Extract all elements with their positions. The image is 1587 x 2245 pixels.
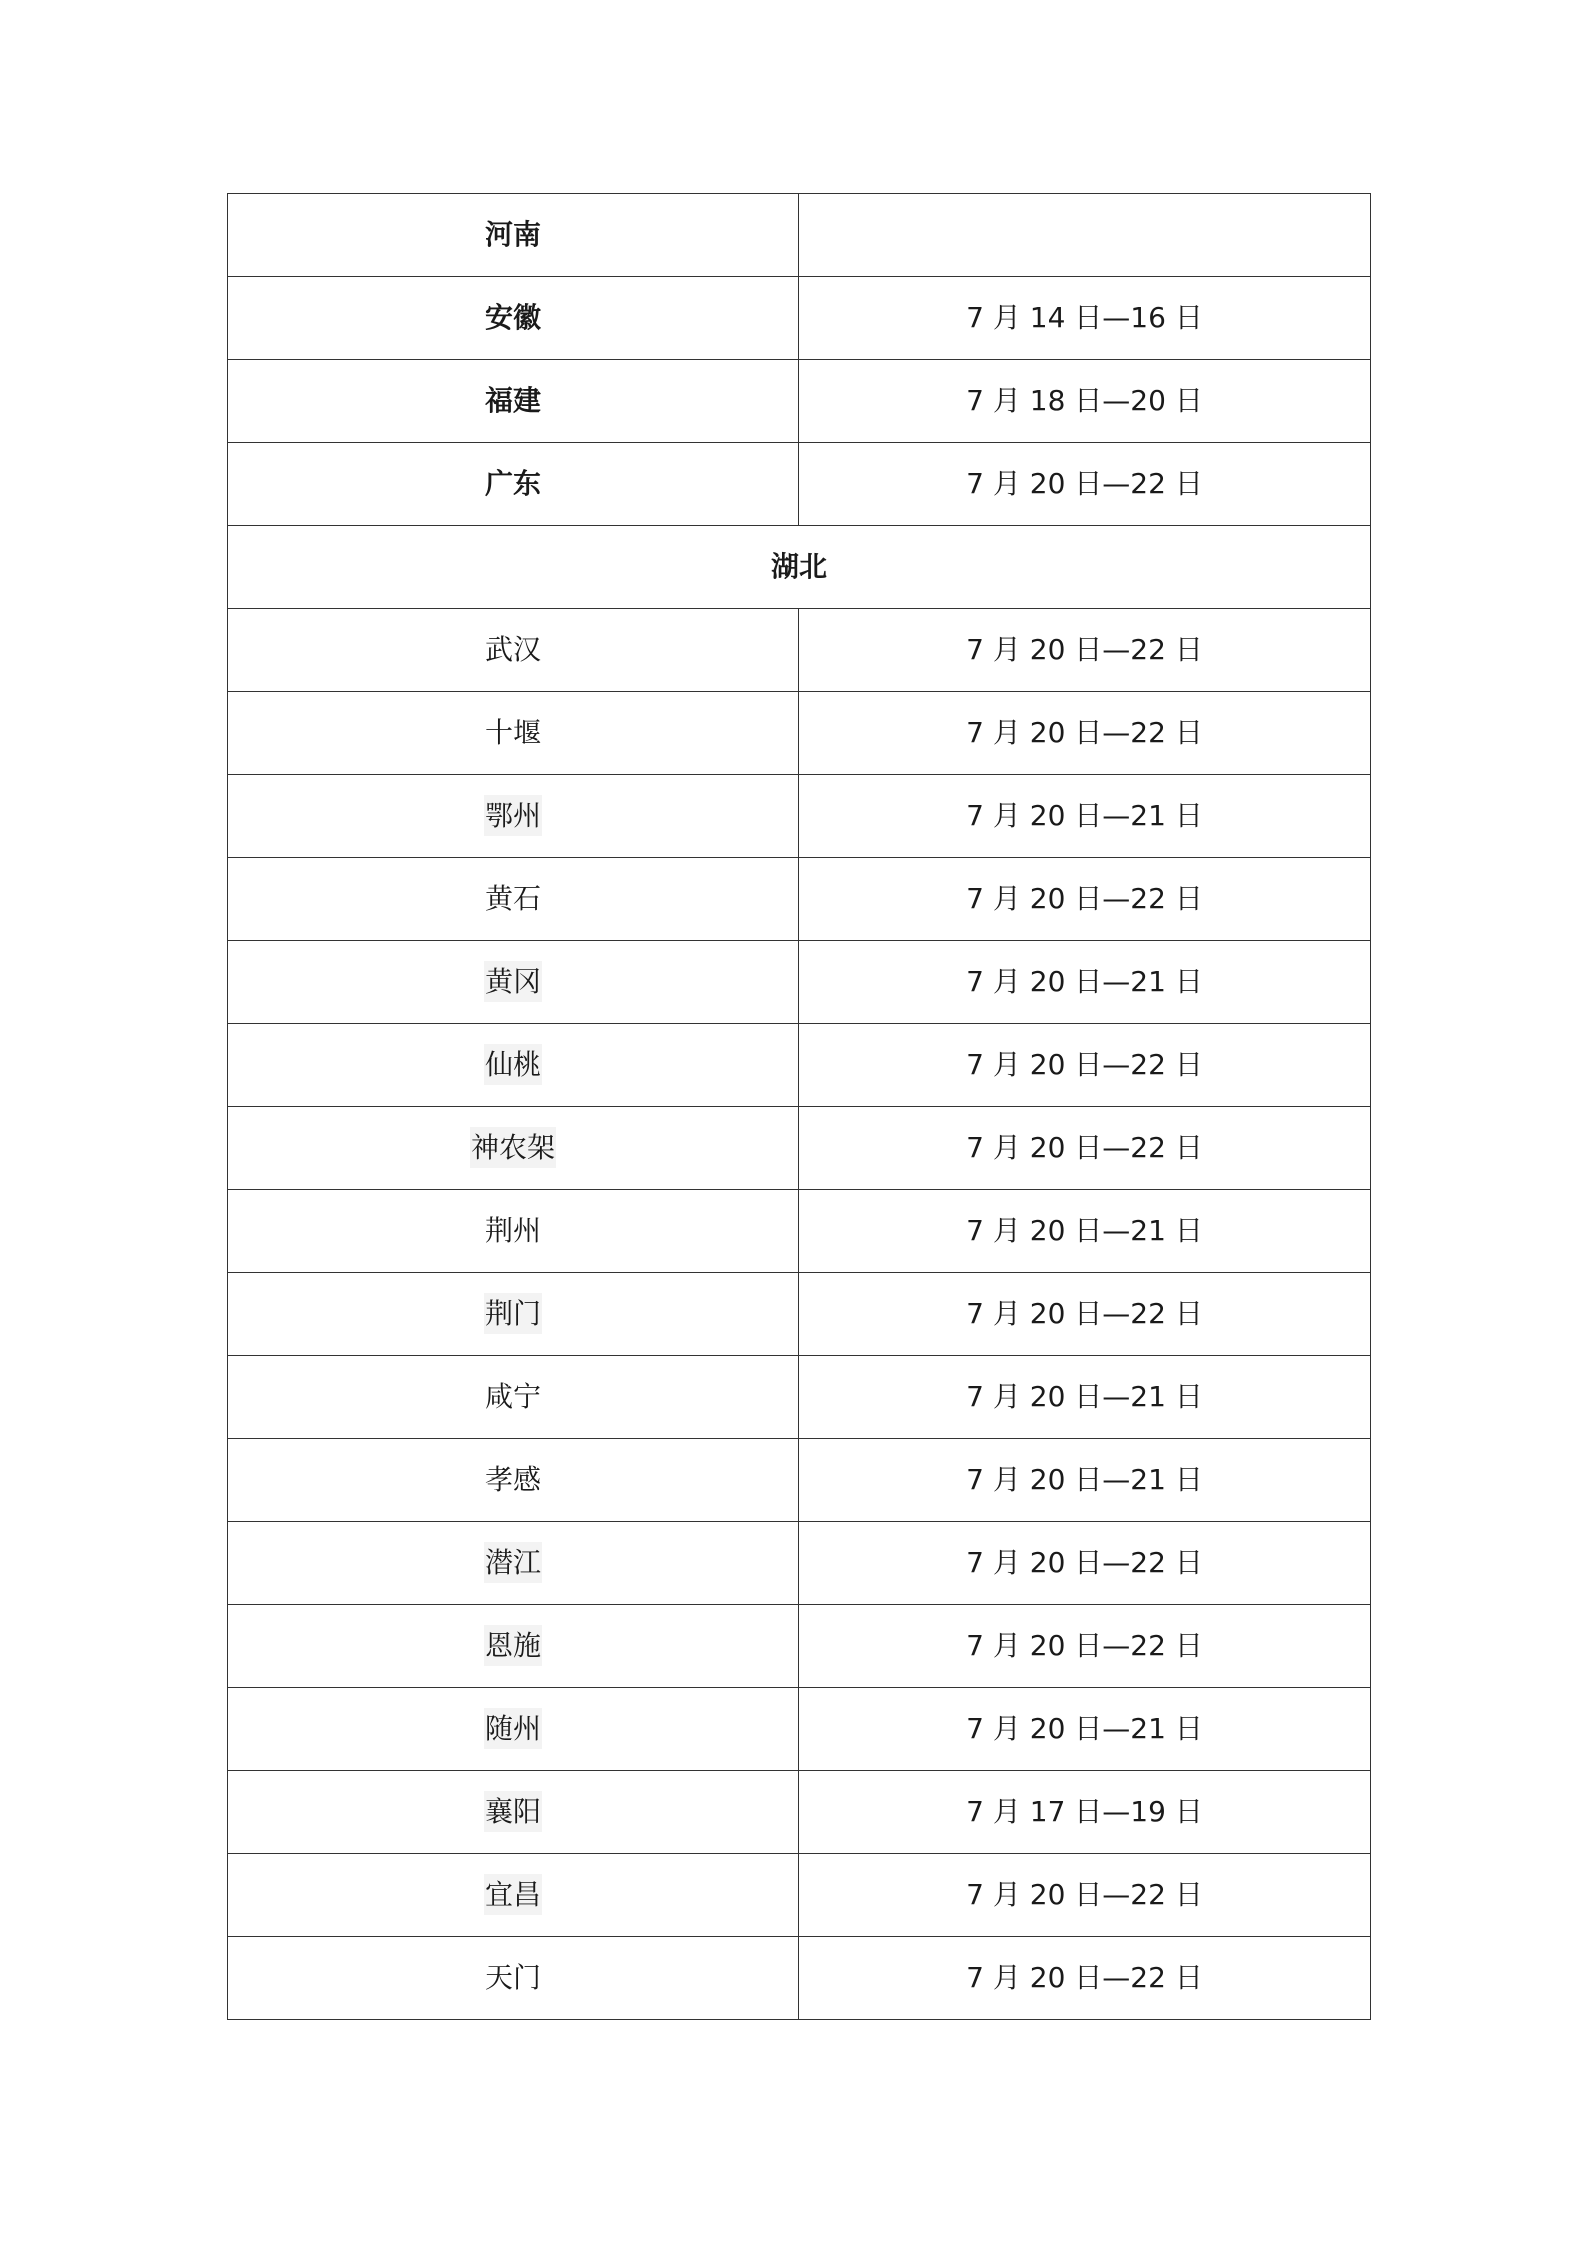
- region-cell: 福建: [228, 360, 799, 443]
- date-cell: 7 月 20 日—21 日: [799, 1356, 1371, 1439]
- date-cell: 7 月 20 日—22 日: [799, 609, 1371, 692]
- table-row: [228, 1605, 1371, 1688]
- region-label: 仙桃: [484, 1044, 542, 1085]
- date-cell: 7 月 20 日—21 日: [799, 775, 1371, 858]
- region-cell: [228, 1190, 799, 1273]
- table-row: [228, 1937, 1371, 2020]
- table-row: [228, 1771, 1371, 1854]
- region-cell: [228, 1356, 799, 1439]
- region-cell: 河南: [228, 194, 799, 277]
- region-cell: 广东: [228, 443, 799, 526]
- region-cell: [228, 1854, 799, 1937]
- table-row: [228, 194, 1371, 277]
- date-cell: 7 月 20 日—22 日: [799, 1273, 1371, 1356]
- date-cell: 7 月 20 日—22 日: [799, 1854, 1371, 1937]
- region-cell: [228, 1439, 799, 1522]
- region-cell: 安徽: [228, 277, 799, 360]
- region-label: 襄阳: [484, 1791, 542, 1832]
- region-cell: [228, 1273, 799, 1356]
- table-row: [228, 443, 1371, 526]
- table-row: [228, 1439, 1371, 1522]
- region-cell: [228, 1605, 799, 1688]
- region-label: 潜江: [484, 1542, 542, 1583]
- table-row: [228, 692, 1371, 775]
- region-cell: [228, 1937, 799, 2020]
- region-cell: [228, 1771, 799, 1854]
- date-cell: 7 月 20 日—22 日: [799, 1937, 1371, 2020]
- date-cell: 7 月 20 日—22 日: [799, 858, 1371, 941]
- region-label: 宜昌: [484, 1874, 542, 1915]
- region-label: 天门: [484, 1961, 541, 1994]
- table-row: [228, 609, 1371, 692]
- region-label: 黄石: [484, 882, 541, 915]
- table-row: [228, 941, 1371, 1024]
- date-cell: 7 月 20 日—22 日: [799, 692, 1371, 775]
- date-cell: 7 月 20 日—21 日: [799, 1439, 1371, 1522]
- region-label: 随州: [484, 1708, 542, 1749]
- table-row: [228, 1273, 1371, 1356]
- region-cell: [228, 1688, 799, 1771]
- section-header-row: [228, 526, 1371, 609]
- region-label: 恩施: [484, 1625, 542, 1666]
- table-row: [228, 360, 1371, 443]
- date-cell: [799, 194, 1371, 277]
- date-cell: 7 月 14 日—16 日: [799, 277, 1371, 360]
- date-cell: 7 月 20 日—22 日: [799, 443, 1371, 526]
- table-row: [228, 277, 1371, 360]
- table-row: [228, 1522, 1371, 1605]
- table-row: [228, 1356, 1371, 1439]
- region-cell: [228, 609, 799, 692]
- table-row: [228, 1024, 1371, 1107]
- region-cell: [228, 1522, 799, 1605]
- date-cell: 7 月 18 日—20 日: [799, 360, 1371, 443]
- table-row: [228, 1190, 1371, 1273]
- date-cell: 7 月 20 日—22 日: [799, 1024, 1371, 1107]
- region-label: 武汉: [484, 633, 541, 666]
- date-cell: 7 月 20 日—22 日: [799, 1107, 1371, 1190]
- region-label: 荆门: [484, 1293, 542, 1334]
- region-label: 咸宁: [484, 1380, 541, 1413]
- date-cell: 7 月 17 日—19 日: [799, 1771, 1371, 1854]
- date-cell: 7 月 20 日—21 日: [799, 941, 1371, 1024]
- region-label: 鄂州: [484, 795, 542, 836]
- region-cell: [228, 1024, 799, 1107]
- region-label: 孝感: [484, 1463, 541, 1496]
- date-cell: 7 月 20 日—22 日: [799, 1522, 1371, 1605]
- section-header: 湖北: [228, 526, 1371, 609]
- table-row: [228, 1688, 1371, 1771]
- region-label: 荆州: [484, 1214, 541, 1247]
- region-cell: [228, 775, 799, 858]
- table-row: [228, 775, 1371, 858]
- region-label: 神农架: [470, 1127, 556, 1168]
- region-cell: [228, 1107, 799, 1190]
- table-row: [228, 858, 1371, 941]
- schedule-table: [227, 193, 1371, 2020]
- region-cell: [228, 692, 799, 775]
- date-cell: 7 月 20 日—21 日: [799, 1688, 1371, 1771]
- table-row: [228, 1107, 1371, 1190]
- date-cell: 7 月 20 日—22 日: [799, 1605, 1371, 1688]
- region-cell: [228, 941, 799, 1024]
- region-label: 十堰: [484, 716, 541, 749]
- table-row: [228, 1854, 1371, 1937]
- region-label: 黄冈: [484, 961, 542, 1002]
- region-cell: [228, 858, 799, 941]
- date-cell: 7 月 20 日—21 日: [799, 1190, 1371, 1273]
